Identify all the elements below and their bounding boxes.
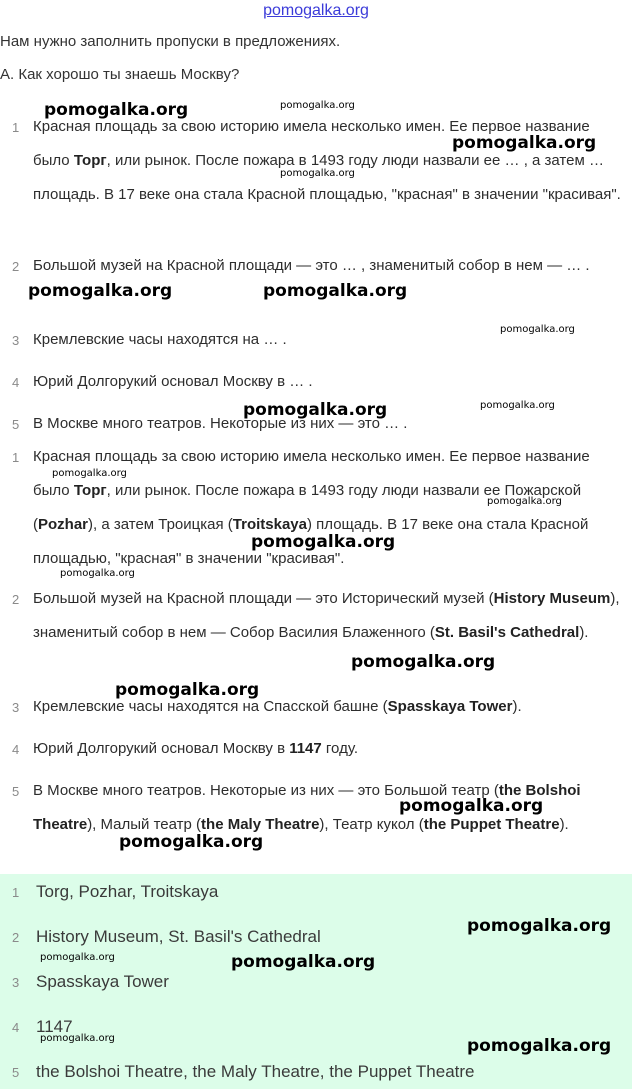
watermark: pomogalka.org — [399, 796, 544, 816]
watermark: pomogalka.org — [60, 568, 135, 579]
item-number: 2 — [12, 930, 20, 945]
item-number: 1 — [12, 120, 20, 135]
completed-text: Красная площадь за свою историю имела несколько имен. Ее первое название было Торг, или рынок. После пожара в 1493 году люди назвали ее Пожарской (Pozhar), а затем Троицкая (Troitskaya) площадь. В 17 веке она стала Красной площадью, "красная" в значении "красивая". — [33, 448, 590, 567]
watermark: pomogalka.org — [263, 281, 408, 301]
item-number: 1 — [12, 450, 20, 465]
watermark: pomogalka.org — [467, 1036, 612, 1056]
question-text: Юрий Долгорукий основал Москву в … . — [33, 373, 313, 390]
watermark: pomogalka.org — [28, 281, 173, 301]
answer-text: the Bolshoi Theatre, the Maly Theatre, the Puppet Theatre — [36, 1062, 475, 1081]
watermark: pomogalka.org — [487, 496, 562, 507]
watermark: pomogalka.org — [231, 952, 376, 972]
watermark: pomogalka.org — [115, 680, 260, 700]
item-number: 5 — [12, 784, 20, 799]
item-number: 2 — [12, 592, 20, 607]
item-number: 3 — [12, 333, 20, 348]
completed-text: Кремлевские часы находятся на Спасской башне (Spasskaya Tower). — [33, 698, 522, 715]
item-number: 3 — [12, 700, 20, 715]
section-heading: A. Как хорошо ты знаешь Москву? — [0, 66, 240, 83]
watermark: pomogalka.org — [52, 468, 127, 479]
answer-text: Spasskaya Tower — [36, 972, 169, 991]
item-number: 4 — [12, 742, 20, 757]
question-text: В Москве много театров. Некоторые из них — это … . — [33, 415, 408, 432]
answer-text: 1147 — [36, 1017, 73, 1036]
task-instruction: Нам нужно заполнить пропуски в предложениях. — [0, 33, 341, 50]
watermark: pomogalka.org — [40, 952, 115, 963]
item-number: 3 — [12, 975, 20, 990]
completed-text: Юрий Долгорукий основал Москву в 1147 году. — [33, 740, 358, 757]
item-number: 4 — [12, 1020, 20, 1035]
question-text: Красная площадь за свою историю имела несколько имен. Ее первое название было Торг, или рынок. После пожара в 1493 году люди назвали ее … , а затем … площадь. В 17 веке она стала Красной площадью, "красная" в значении "красивая". — [33, 118, 621, 203]
watermark: pomogalka.org — [467, 916, 612, 936]
question-text: Кремлевские часы находятся на … . — [33, 331, 287, 348]
watermark: pomogalka.org — [251, 532, 396, 552]
item-number: 1 — [12, 885, 20, 900]
watermark: pomogalka.org — [452, 133, 597, 153]
item-number: 5 — [12, 417, 20, 432]
answer-text: Torg, Pozhar, Troitskaya — [36, 882, 219, 901]
item-number: 2 — [12, 259, 20, 274]
answer-text: History Museum, St. Basil's Cathedral — [36, 927, 321, 946]
completed-text: В Москве много театров. Некоторые из них — это Большой театр (the Bolshoi Theatre), Малый театр (the Maly Theatre), Театр кукол (the Puppet Theatre). — [33, 782, 581, 833]
watermark: pomogalka.org — [119, 832, 264, 852]
completed-text: Большой музей на Красной площади — это Исторический музей (History Museum), знаменитый собор в нем — Собор Василия Блаженного (St. Basil's Cathedral). — [33, 590, 620, 641]
question-text: Большой музей на Красной площади — это … , знаменитый собор в нем — … . — [33, 257, 590, 274]
watermark: pomogalka.org — [500, 324, 575, 335]
watermark: pomogalka.org — [40, 1033, 115, 1044]
watermark: pomogalka.org — [280, 100, 355, 111]
watermark: pomogalka.org — [44, 100, 189, 120]
watermark: pomogalka.org — [351, 652, 496, 672]
item-number: 5 — [12, 1065, 20, 1080]
watermark: pomogalka.org — [480, 400, 555, 411]
site-link[interactable]: pomogalka.org — [263, 2, 369, 19]
watermark: pomogalka.org — [280, 168, 355, 179]
item-number: 4 — [12, 375, 20, 390]
watermark: pomogalka.org — [243, 400, 388, 420]
